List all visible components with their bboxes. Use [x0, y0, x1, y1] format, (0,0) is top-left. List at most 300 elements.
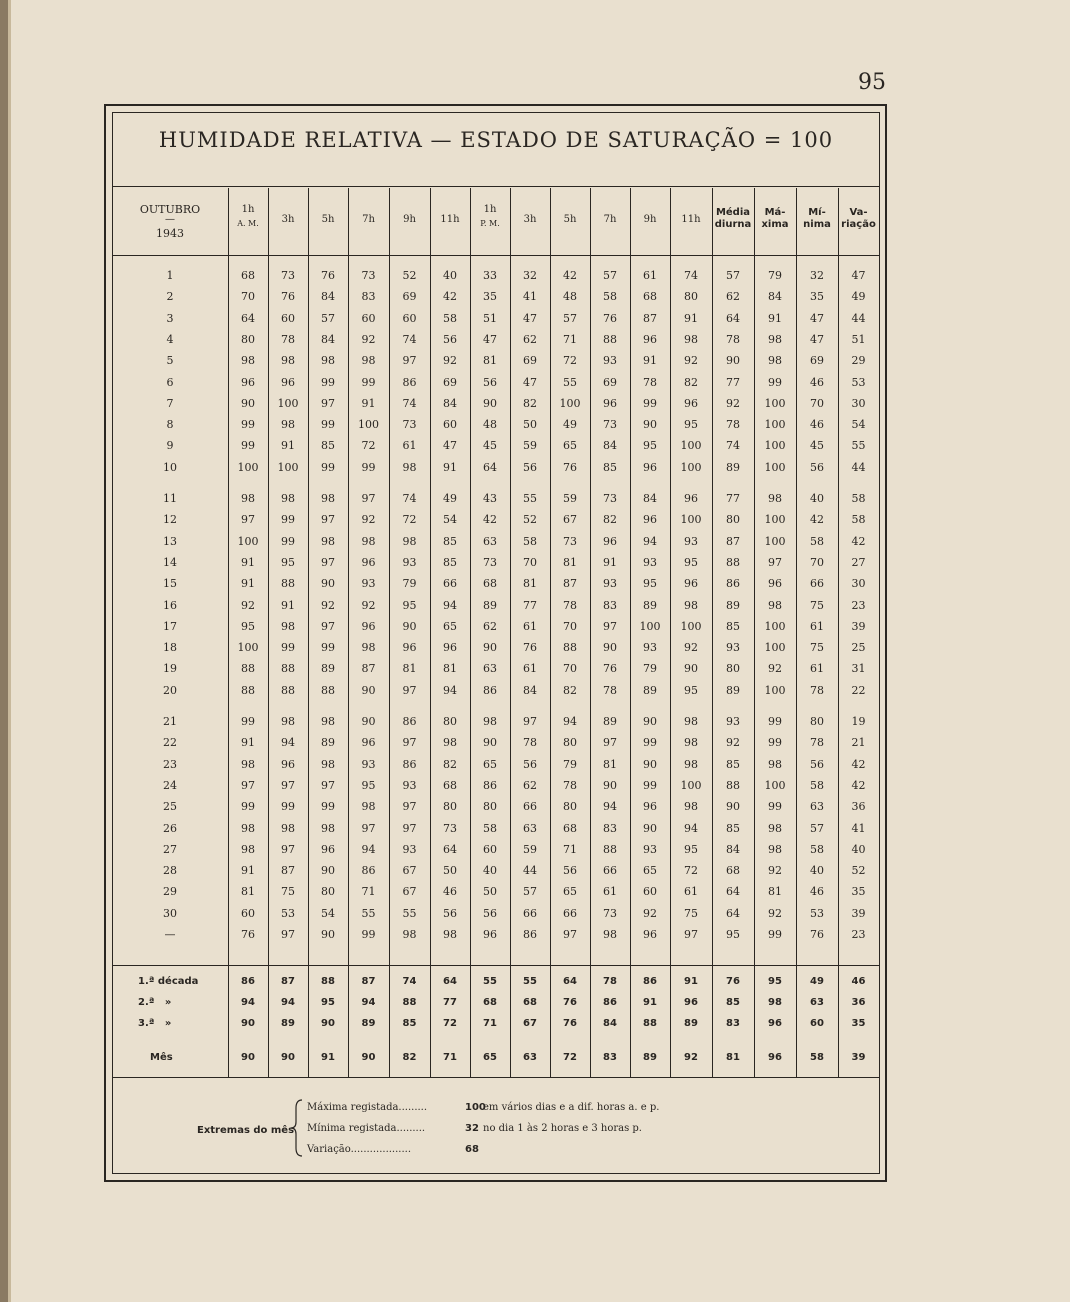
table-cell: 90	[643, 715, 657, 728]
table-cell: 74	[726, 439, 740, 452]
table-cell: 99	[643, 779, 657, 792]
table-cell: 40	[810, 864, 824, 877]
summary-cell: 92	[684, 1052, 698, 1063]
table-cell: 88	[563, 641, 577, 654]
summary-cell: 63	[810, 997, 824, 1008]
table-cell: 94	[443, 684, 457, 697]
table-cell: 70	[810, 556, 824, 569]
extremes-heading: Extremas do mês	[197, 1125, 295, 1136]
table-cell: 70	[810, 397, 824, 410]
table-cell: 100	[764, 535, 786, 548]
table-cell: 39	[851, 620, 866, 633]
table-cell: 58	[851, 492, 866, 505]
table-cell: 98	[768, 354, 782, 367]
table-cell: 99	[768, 376, 782, 389]
table-cell: 100	[237, 535, 259, 548]
table-cell: 65	[563, 885, 577, 898]
table-cell: 50	[523, 418, 537, 431]
table-cell: 86	[726, 577, 740, 590]
day-label: 10	[163, 461, 177, 474]
table-cell: 27	[851, 556, 866, 569]
table-cell: 99	[281, 513, 295, 526]
table-cell: 23	[851, 928, 866, 941]
table-cell: 90	[483, 736, 497, 749]
table-cell: 54	[443, 513, 457, 526]
table-cell: 98	[281, 620, 295, 633]
table-cell: 68	[483, 577, 497, 590]
table-cell: 84	[443, 397, 457, 410]
table-cell: 42	[851, 535, 866, 548]
table-cell: 66	[603, 864, 617, 877]
summary-cell: 39	[851, 1052, 866, 1063]
table-cell: 70	[241, 290, 255, 303]
table-cell: 54	[851, 418, 866, 431]
table-cell: 85	[726, 758, 740, 771]
summary-cell: 76	[563, 1018, 577, 1029]
table-cell: 53	[810, 907, 824, 920]
table-cell: 76	[603, 662, 617, 675]
day-label: 13	[163, 535, 177, 548]
table-cell: 96	[281, 376, 295, 389]
table-cell: 90	[603, 779, 617, 792]
table-cell: 55	[361, 907, 376, 920]
table-cell: 95	[241, 620, 255, 633]
table-cell: 92	[361, 599, 376, 612]
table-cell: 98	[281, 354, 295, 367]
table-cell: 96	[684, 492, 698, 505]
table-cell: 59	[563, 492, 577, 505]
table-cell: 95	[726, 928, 740, 941]
table-cell: 99	[241, 715, 255, 728]
table-cell: 80	[443, 715, 457, 728]
month-dash: —	[165, 214, 175, 225]
table-cell: 61	[643, 269, 657, 282]
table-cell: 70	[563, 620, 577, 633]
table-cell: 98	[443, 928, 457, 941]
table-cell: 97	[603, 620, 617, 633]
table-cell: 96	[361, 556, 376, 569]
table-cell: 31	[851, 662, 866, 675]
table-cell: 88	[603, 333, 617, 346]
table-cell: 97	[402, 354, 417, 367]
column-header-8: 3h	[523, 214, 537, 225]
summary-cell: 82	[402, 1052, 417, 1063]
table-title: HUMIDADE RELATIVA — ESTADO DE SATURAÇÃO = 100	[158, 128, 834, 152]
table-cell: 32	[810, 269, 824, 282]
table-cell: 72	[361, 439, 376, 452]
table-cell: 71	[563, 333, 577, 346]
table-cell: 99	[321, 641, 335, 654]
table-cell: 91	[768, 312, 782, 325]
table-cell: 78	[563, 599, 577, 612]
table-cell: 99	[768, 928, 782, 941]
summary-label: 1.ª década	[138, 976, 199, 987]
table-cell: 79	[643, 662, 657, 675]
page-number: 95	[858, 70, 886, 95]
column-subheader-15: nima	[803, 219, 831, 230]
table-cell: 96	[643, 333, 657, 346]
column-subheader-16: riação	[841, 219, 876, 230]
table-cell: 98	[241, 354, 255, 367]
table-cell: 98	[684, 736, 698, 749]
day-label: 1	[166, 269, 174, 282]
table-cell: 44	[851, 312, 866, 325]
table-cell: 64	[726, 312, 740, 325]
table-cell: 47	[483, 333, 497, 346]
table-cell: 97	[361, 822, 376, 835]
summary-cell: 68	[523, 997, 537, 1008]
table-cell: 44	[851, 461, 866, 474]
summary-cell: 96	[684, 997, 698, 1008]
table-cell: 47	[851, 269, 866, 282]
table-cell: 83	[603, 599, 617, 612]
table-cell: 79	[402, 577, 417, 590]
table-cell: 80	[483, 800, 497, 813]
table-cell: 58	[443, 312, 457, 325]
table-cell: 83	[603, 822, 617, 835]
table-cell: 98	[402, 928, 417, 941]
table-cell: 46	[810, 885, 824, 898]
summary-cell: 90	[241, 1018, 255, 1029]
table-cell: 88	[281, 684, 295, 697]
table-cell: 42	[851, 779, 866, 792]
column-header-3: 5h	[321, 214, 335, 225]
table-cell: 94	[443, 599, 457, 612]
column-subheader-14: xima	[761, 219, 789, 230]
table-cell: 46	[810, 376, 824, 389]
table-cell: 86	[402, 715, 417, 728]
table-cell: 97	[402, 822, 417, 835]
table-cell: 100	[639, 620, 661, 633]
table-cell: 56	[810, 461, 824, 474]
summary-cell: 83	[726, 1018, 740, 1029]
summary-cell: 94	[281, 997, 295, 1008]
table-cell: 89	[726, 599, 740, 612]
summary-cell: 74	[402, 976, 417, 987]
table-cell: 92	[241, 599, 255, 612]
summary-cell: 88	[321, 976, 335, 987]
column-header-13: Média	[715, 207, 751, 218]
summary-cell: 72	[563, 1052, 577, 1063]
day-label: 11	[163, 492, 177, 505]
column-header-12: 11h	[681, 214, 701, 225]
summary-cell: 94	[241, 997, 255, 1008]
summary-cell: 60	[810, 1018, 824, 1029]
table-cell: 48	[563, 290, 577, 303]
column-subheader-13: diurna	[714, 219, 752, 230]
table-cell: 78	[281, 333, 295, 346]
table-cell: 97	[402, 736, 417, 749]
summary-cell: 86	[603, 997, 617, 1008]
table-cell: 99	[281, 641, 295, 654]
table-cell: 42	[810, 513, 824, 526]
table-cell: 74	[402, 492, 417, 505]
table-cell: 88	[321, 684, 335, 697]
table-cell: 80	[810, 715, 824, 728]
table-cell: 94	[603, 800, 617, 813]
table-cell: 93	[726, 715, 740, 728]
table-cell: 96	[603, 535, 617, 548]
table-cell: 23	[851, 599, 866, 612]
table-cell: 77	[523, 599, 537, 612]
table-cell: 97	[281, 779, 295, 792]
table-cell: 80	[321, 885, 335, 898]
table-cell: 95	[281, 556, 295, 569]
table-cell: 62	[726, 290, 740, 303]
table-cell: 93	[402, 843, 417, 856]
table-cell: 50	[483, 885, 497, 898]
table-cell: 63	[523, 822, 537, 835]
summary-cell: 71	[443, 1052, 457, 1063]
table-cell: 45	[483, 439, 497, 452]
table-cell: 95	[684, 556, 698, 569]
table-cell: 86	[523, 928, 537, 941]
table-cell: 90	[241, 397, 255, 410]
table-cell: 91	[643, 354, 657, 367]
table-cell: 56	[483, 376, 497, 389]
table-cell: 98	[684, 758, 698, 771]
table-cell: 91	[281, 599, 295, 612]
table-cell: 61	[402, 439, 417, 452]
table-cell: 88	[603, 843, 617, 856]
column-subheader-7: P. M.	[480, 219, 500, 228]
table-cell: 56	[563, 864, 577, 877]
table-cell: 93	[402, 779, 417, 792]
day-label: 7	[166, 397, 174, 410]
day-label: 27	[163, 843, 177, 856]
table-cell: 96	[241, 376, 255, 389]
table-cell: 64	[726, 885, 740, 898]
table-cell: 90	[321, 864, 335, 877]
table-cell: 85	[603, 461, 617, 474]
table-cell: 62	[483, 620, 497, 633]
summary-cell: 96	[768, 1052, 782, 1063]
table-cell: 35	[483, 290, 497, 303]
table-cell: 93	[603, 354, 617, 367]
table-cell: 95	[684, 418, 698, 431]
table-cell: 41	[851, 822, 866, 835]
table-cell: 98	[321, 758, 335, 771]
table-cell: 40	[443, 269, 457, 282]
summary-cell: 36	[851, 997, 866, 1008]
table-cell: 78	[563, 779, 577, 792]
table-cell: 100	[680, 779, 702, 792]
table-cell: 100	[237, 461, 259, 474]
table-cell: 79	[563, 758, 577, 771]
table-cell: 96	[402, 641, 417, 654]
extreme-min-label: Mínima registada.........	[307, 1123, 426, 1134]
brace-icon	[290, 1098, 306, 1158]
table-cell: 99	[361, 928, 376, 941]
table-cell: 68	[241, 269, 255, 282]
table-cell: 98	[281, 715, 295, 728]
table-cell: 95	[643, 439, 657, 452]
extreme-var-value: 68	[465, 1144, 479, 1155]
table-cell: 84	[321, 290, 335, 303]
table-cell: 61	[603, 885, 617, 898]
table-cell: 41	[523, 290, 537, 303]
table-cell: 85	[443, 556, 457, 569]
table-cell: 69	[523, 354, 537, 367]
table-cell: 98	[443, 736, 457, 749]
table-cell: 30	[851, 397, 866, 410]
table-cell: 40	[483, 864, 497, 877]
table-cell: 87	[726, 535, 740, 548]
table-cell: 98	[321, 492, 335, 505]
table-cell: 84	[643, 492, 657, 505]
table-cell: 73	[603, 418, 617, 431]
table-cell: 90	[643, 418, 657, 431]
table-cell: 59	[523, 439, 537, 452]
table-cell: 99	[241, 439, 255, 452]
table-cell: 98	[402, 535, 417, 548]
table-cell: 90	[643, 758, 657, 771]
table-cell: 95	[684, 684, 698, 697]
table-cell: 99	[643, 397, 657, 410]
summary-cell: 90	[361, 1052, 376, 1063]
table-cell: 99	[321, 461, 335, 474]
book-spine	[0, 0, 8, 1302]
table-cell: 89	[726, 461, 740, 474]
table-cell: 76	[563, 461, 577, 474]
table-cell: 90	[483, 641, 497, 654]
table-cell: 100	[680, 620, 702, 633]
table-cell: 94	[563, 715, 577, 728]
table-cell: 93	[684, 535, 698, 548]
table-cell: 98	[241, 758, 255, 771]
table-cell: 93	[643, 556, 657, 569]
table-cell: 97	[768, 556, 782, 569]
day-label: 28	[163, 864, 177, 877]
table-cell: 97	[241, 779, 255, 792]
table-cell: 32	[523, 269, 537, 282]
table-cell: 62	[523, 779, 537, 792]
table-cell: 58	[810, 535, 824, 548]
day-label: 8	[166, 418, 174, 431]
summary-cell: 49	[810, 976, 824, 987]
table-cell: 95	[361, 779, 376, 792]
table-cell: 55	[851, 439, 866, 452]
table-cell: 96	[361, 620, 376, 633]
table-cell: 71	[361, 885, 376, 898]
table-cell: 55	[402, 907, 417, 920]
table-cell: 93	[603, 577, 617, 590]
table-cell: 69	[402, 290, 417, 303]
day-label: 18	[163, 641, 177, 654]
rule-below-title	[112, 186, 880, 187]
table-cell: 85	[726, 822, 740, 835]
extreme-min-value: 32	[465, 1123, 479, 1134]
table-cell: 78	[643, 376, 657, 389]
table-cell: 97	[361, 492, 376, 505]
table-cell: 76	[810, 928, 824, 941]
table-cell: 19	[851, 715, 866, 728]
table-cell: 47	[523, 312, 537, 325]
table-cell: 96	[643, 800, 657, 813]
table-cell: 82	[684, 376, 698, 389]
table-cell: 66	[523, 907, 537, 920]
summary-cell: 78	[603, 976, 617, 987]
table-cell: 87	[643, 312, 657, 325]
table-cell: 68	[443, 779, 457, 792]
table-cell: 47	[443, 439, 457, 452]
table-cell: 98	[281, 822, 295, 835]
table-cell: 89	[726, 684, 740, 697]
table-cell: 69	[603, 376, 617, 389]
table-cell: 99	[361, 376, 376, 389]
table-cell: 65	[563, 439, 577, 452]
table-cell: 90	[684, 662, 698, 675]
table-cell: 96	[361, 736, 376, 749]
table-cell: 90	[726, 800, 740, 813]
table-cell: 96	[483, 928, 497, 941]
table-cell: 86	[402, 758, 417, 771]
table-cell: 48	[483, 418, 497, 431]
table-cell: 81	[402, 662, 417, 675]
column-header-1: 1h	[241, 204, 255, 215]
table-cell: 99	[768, 800, 782, 813]
table-cell: 90	[321, 928, 335, 941]
table-cell: 57	[810, 822, 824, 835]
table-cell: 68	[726, 864, 740, 877]
table-cell: 63	[483, 535, 497, 548]
table-cell: 81	[603, 758, 617, 771]
table-cell: 64	[483, 461, 497, 474]
table-cell: 35	[851, 885, 866, 898]
table-cell: 68	[643, 290, 657, 303]
table-cell: 68	[563, 822, 577, 835]
summary-cell: 55	[523, 976, 537, 987]
summary-cell: 88	[402, 997, 417, 1008]
table-cell: 54	[321, 907, 335, 920]
table-cell: 82	[443, 758, 457, 771]
table-cell: 64	[726, 907, 740, 920]
summary-cell: 89	[361, 1018, 376, 1029]
table-cell: 40	[851, 843, 866, 856]
column-header-6: 11h	[440, 214, 460, 225]
table-cell: 96	[443, 641, 457, 654]
table-cell: 64	[443, 843, 457, 856]
table-cell: 93	[643, 641, 657, 654]
table-cell: 87	[563, 577, 577, 590]
table-cell: 97	[281, 928, 295, 941]
table-cell: 100	[764, 439, 786, 452]
column-header-9: 5h	[563, 214, 577, 225]
extreme-var-label: Variação...................	[307, 1144, 412, 1155]
table-cell: 66	[523, 800, 537, 813]
summary-cell: 64	[443, 976, 457, 987]
table-cell: 73	[603, 492, 617, 505]
table-cell: 96	[684, 577, 698, 590]
table-cell: 42	[851, 758, 866, 771]
table-cell: 60	[643, 885, 657, 898]
summary-cell: 85	[402, 1018, 417, 1029]
table-cell: 35	[810, 290, 824, 303]
summary-cell: 64	[563, 976, 577, 987]
table-cell: 56	[523, 461, 537, 474]
summary-label: 2.ª »	[138, 997, 172, 1008]
table-cell: 79	[768, 269, 782, 282]
table-cell: 56	[523, 758, 537, 771]
table-cell: 80	[726, 662, 740, 675]
table-cell: 81	[523, 577, 537, 590]
table-cell: 98	[684, 333, 698, 346]
table-cell: 92	[768, 864, 782, 877]
table-cell: 61	[523, 620, 537, 633]
table-cell: 90	[361, 684, 376, 697]
table-cell: 92	[768, 662, 782, 675]
table-cell: 60	[241, 907, 255, 920]
